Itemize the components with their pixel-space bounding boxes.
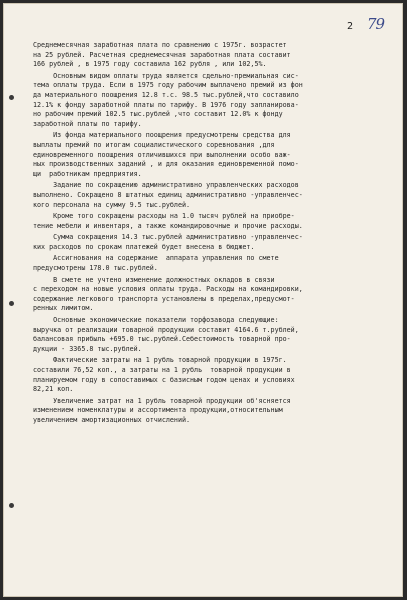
text-line: заработной платы по тарифу. [33, 119, 142, 128]
binding-hole [9, 301, 14, 306]
document-body [33, 41, 395, 428]
paragraph [33, 276, 395, 314]
text-line: Из фонда материального поощрения предусмотрены средства для [33, 131, 291, 140]
text-line: дукции - 3365.8 тыс.рублей. [33, 344, 142, 353]
text-line: планируемом году в сопоставимых с базисным годом ценах и условиях [33, 375, 295, 384]
text-line: содержание легкового транспорта установлены в пределах,предусмот- [33, 294, 295, 303]
paragraph [33, 72, 395, 130]
paragraph [33, 356, 395, 394]
paragraph [33, 212, 395, 231]
text-line: балансовая прибыль +695.0 тыс.рублей.Себестоимость товарной про- [33, 335, 291, 344]
text-line: тема оплаты труда. Если в 1975 году рабочим выплачено премий из фон [33, 81, 303, 90]
text-line: Основные экономические показатели торфозавода следующие: [33, 316, 279, 325]
binding-hole [9, 95, 14, 100]
paragraph [33, 131, 395, 179]
text-line: ренных лимитом. [33, 304, 94, 313]
text-line: выручка от реализации товарной продукции составит 4164.6 т.рублей, [33, 325, 299, 334]
text-line: Фактические затраты на 1 рубль товарной продукции в 1975г. [33, 356, 287, 365]
text-line: 82,21 коп. [33, 385, 74, 394]
text-line: щи работникам предприятия. [33, 169, 142, 178]
paragraph [33, 254, 395, 273]
text-line: Основным видом оплаты труда является сдельно-премиальная сис- [33, 71, 299, 80]
text-line: кого персонала на сумму 9.5 тыс.рублей. [33, 200, 191, 209]
text-line: выполнено. Сокращено 8 штатных единиц административно -управленчес- [33, 190, 303, 199]
page-number: 2 [347, 21, 354, 32]
text-line: Среднемесячная заработная плата по сравнению с 1975г. возрастет [33, 41, 287, 49]
paragraph [33, 316, 395, 354]
text-line: ных производственных заданий , и для оказания единовременной помо- [33, 160, 299, 169]
document-page [3, 3, 403, 597]
text-line: 12.1% к фонду заработной платы по тарифу. В 1976 году запланирова- [33, 100, 299, 109]
text-line: на 25 рублей. Расчетная среднемесячная заработная плата составит [33, 50, 291, 59]
text-line: Сумма сокращения 14.3 тыс.рублей административно -управленчес- [33, 233, 303, 242]
text-line: выплаты премий по итогам социалистического соревнования ,для [33, 140, 275, 149]
text-line: Кроме того сокращены расходы на 1.0 тысяч рублей на приобре- [33, 212, 295, 221]
text-line: но рабочим премий 102.5 тыс.рублей ,что составит 12.0% к фонду [33, 110, 283, 119]
text-line: составили 76,52 коп., а затраты на 1 рубль товарной продукции в [33, 366, 291, 374]
text-line: В смете не учтено изменение должностных окладов в связи [33, 275, 275, 284]
paragraph [33, 397, 395, 426]
text-line: единовременного поощрения отличившихся при выполнении особо важ- [33, 150, 291, 159]
text-line: тение мебели и инвентаря, а также командировочные и прочие расходы. [33, 221, 303, 230]
text-line: Увеличение затрат на 1 рубль товарной продукции об'ясняется [33, 396, 291, 405]
text-line: изменением номенклатуры и ассортимента продукции,относительным [33, 406, 283, 415]
text-line: Ассигнования на содержание аппарата управления по смете [33, 254, 279, 263]
paragraph [33, 233, 395, 252]
text-line: да материального поощрения 12.8 т.с. 98.5 тыс.рублей,что составило [33, 90, 299, 99]
handwritten-page-number: 79 [367, 15, 385, 33]
paragraph [33, 41, 395, 70]
text-line: ких расходов по срокам платежей будет внесена в бюджет. [33, 242, 255, 251]
text-line: Задание по сокращению административно управленческих расходов [33, 181, 299, 190]
text-line: с переходом на новые условия оплаты труда. Расходы на командировки, [33, 285, 303, 294]
text-line: 166 рублей , в 1975 году составила 162 рубля , или 102,5%. [33, 60, 267, 69]
paragraph [33, 181, 395, 210]
binding-hole [9, 503, 14, 508]
text-line: предусмотрены 178.0 тыс.рублей. [33, 264, 158, 273]
text-line: увеличением амортизационных отчислений. [33, 415, 191, 424]
